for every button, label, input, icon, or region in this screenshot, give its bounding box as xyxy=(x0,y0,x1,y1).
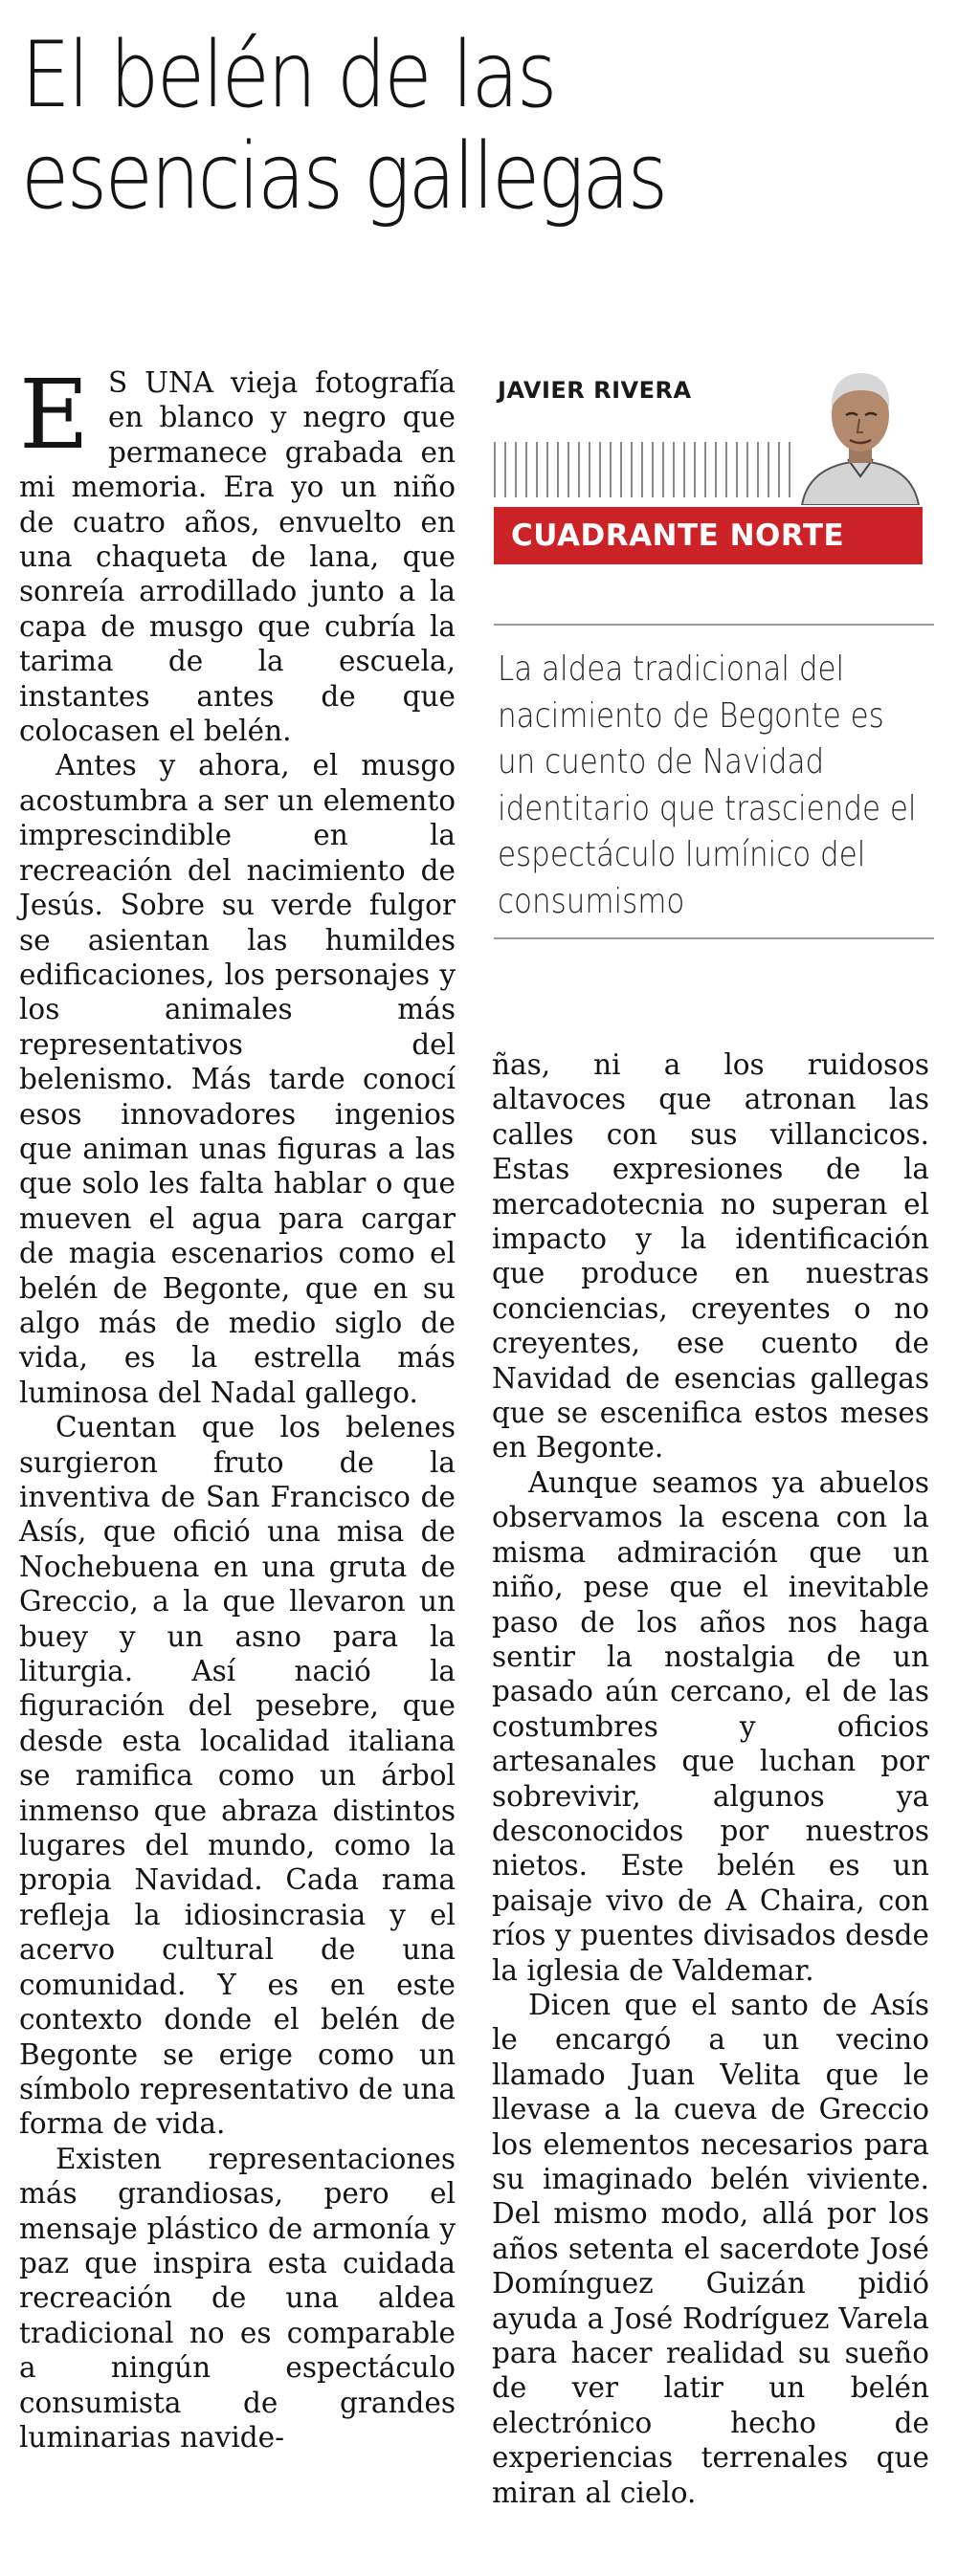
author-photo xyxy=(798,360,923,505)
article-paragraph-2: Antes y ahora, el musgo acostumbra a ser un elemento imprescindible en la recreación del nacimiento de Jesús. Sobre su verde fulgor se asientan las humildes edificaciones, los personajes y los animales más representativos del belenismo. Más tarde conocí esos innovadores ingenios que animan unas figuras a las que solo les falta hablar o que mueven el agua para cargar de magia escenarios como el belén de Begonte, que en su algo más de medio siglo de vida, es la estrella más luminosa del Nadal gallego. xyxy=(19,749,456,1409)
headline xyxy=(21,25,812,228)
byline-box xyxy=(494,358,923,585)
pull-quote xyxy=(494,624,934,939)
headline-line-2: esencias gallegas xyxy=(21,124,666,230)
section-title: CUADRANTE NORTE xyxy=(511,518,845,553)
article-paragraph-1 xyxy=(19,359,456,748)
paragraph-1-text: S UNA vieja fotografía en blanco y negro que permanece grabada en mi memoria. Era yo un niño de cuatro años, envuelto en una chaqueta de lana, que sonreía arrodillado junto a la capa de musgo que cubría la tarima de la escuela, instantes antes de que colocasen el belén. xyxy=(19,366,456,748)
author-portrait-icon xyxy=(798,360,923,505)
article-paragraph-4-end: ñas, ni a los ruidosos altavoces que atronan las calles con sus villancicos. Estas expresiones de la mercadotecnia no superan el impacto y la identificación que produce en nuestras conciencias, creyentes o no creyentes, ese cuento de Navidad de esencias gallegas que se escenifica estos meses en Begonte. xyxy=(492,1048,929,1464)
headline-line-1: El belén de las xyxy=(21,23,555,128)
section-bar xyxy=(494,507,923,564)
article-paragraph-6: Dicen que el santo de Asís le encargó a un vecino llamado Juan Velita que le llevase a la cueva de Greccio los elementos necesarios para su imaginado belén viviente. Del mismo modo, allá por los años setenta el sacerdote José Domínguez Guizán pidió ayuda a José Rodríguez Varela para hacer realidad su sueño de ver latir un belén electrónico hecho de experiencias terrenales que miran al cielo. xyxy=(492,1988,929,2509)
article-column-1 xyxy=(19,359,456,2455)
author-name: JAVIER RIVERA xyxy=(498,377,692,404)
article-paragraph-5: Aunque seamos ya abuelos observamos la escena con la misma admiración que un niño, pese que el inevitable paso de los años nos haga sentir la nostalgia de un pasado aún cercano, el de las costumbres y oficios artesanales que luchan por sobrevivir, algunos ya desconocidos por nuestros nietos. Este belén es un paisaje vivo de A Chaira, con ríos y puentes divisados desde la iglesia de Valdemar. xyxy=(492,1465,929,1987)
decorative-stripes xyxy=(494,442,810,497)
pull-quote-text: La aldea tradicional del nacimiento de Begonte es un cuento de Navidad identitario que trasciende el espectáculo lumínico del consumismo xyxy=(498,650,917,921)
article-column-2 xyxy=(492,1047,929,2510)
article-paragraph-4-start: Existen representaciones más grandiosas, pero el mensaje plástico de armonía y paz que inspira esta cuidada recreación de una aldea tradicional no es comparable a ningún espectáculo consumista de grandes luminarias navide- xyxy=(19,2142,456,2454)
article-paragraph-3: Cuentan que los belenes surgieron fruto de la inventiva de San Francisco de Asís, que ofició una misa de Nochebuena en una gruta de Greccio, a la que llevaron un buey y un asno para la liturgia. Así nació la figuración del pesebre, que desde esta localidad italiana se ramifica como un árbol inmenso que abraza distintos lugares del mundo, como la propia Navidad. Cada rama refleja la idiosincrasia y el acervo cultural de una comunidad. Y es en este contexto donde el belén de Begonte se erige como un símbolo representativo de una forma de vida. xyxy=(19,1411,456,2141)
drop-cap: E xyxy=(19,359,89,471)
